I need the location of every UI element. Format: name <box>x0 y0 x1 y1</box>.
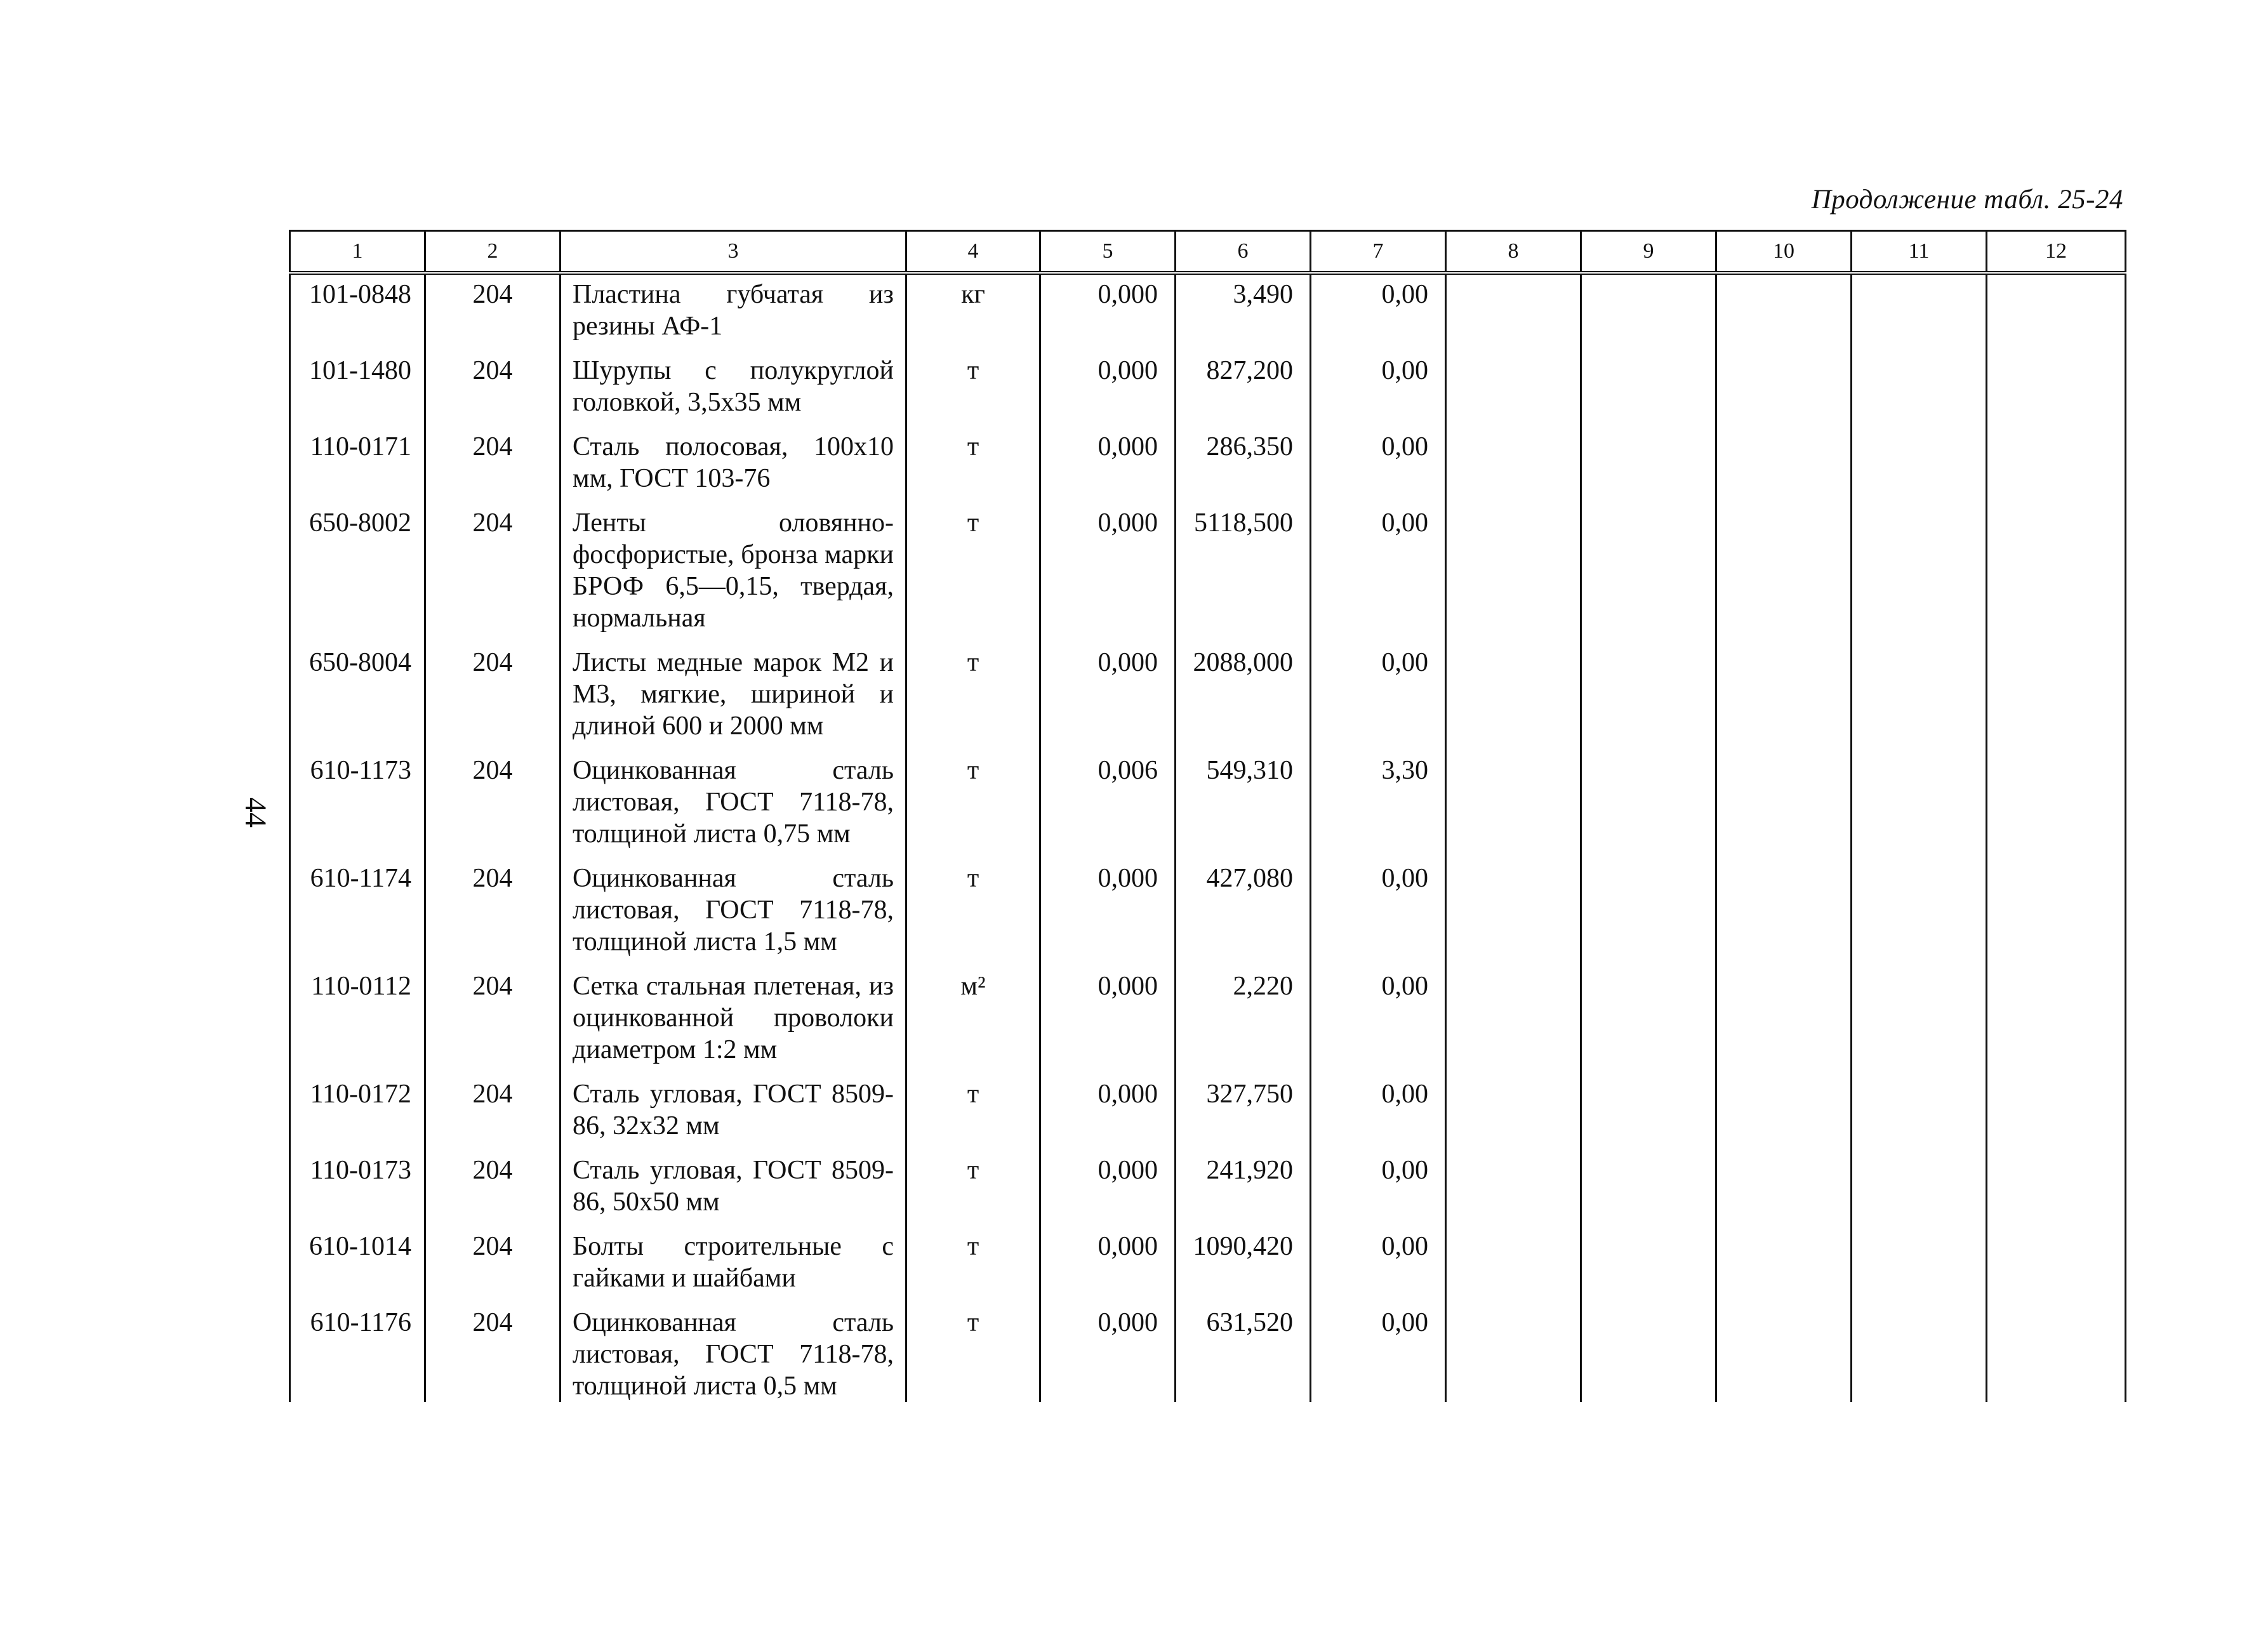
empty-cell-column-12 <box>1987 859 2126 967</box>
resource-code-cell: 650-8004 <box>290 643 425 751</box>
empty-cell-column-12 <box>1987 1303 2126 1402</box>
column-2-cell: 204 <box>425 859 560 967</box>
column-header-4: 4 <box>906 231 1040 274</box>
empty-cell-column-12 <box>1987 1151 2126 1227</box>
resource-code-cell: 110-0171 <box>290 427 425 503</box>
resource-name-cell: Пластина губчатая из резины АФ-1 <box>560 273 906 351</box>
empty-cell-column-9 <box>1581 1303 1716 1402</box>
unit-cell: т <box>906 351 1040 427</box>
column-header-12: 12 <box>1987 231 2126 274</box>
column-5-cell: 0,000 <box>1040 1227 1176 1303</box>
empty-cell-column-12 <box>1987 751 2126 859</box>
unit-cell: т <box>906 859 1040 967</box>
empty-cell-column-9 <box>1581 1151 1716 1227</box>
empty-cell-column-11 <box>1852 1074 1987 1151</box>
empty-cell-column-8 <box>1446 1303 1581 1402</box>
column-7-cell: 0,00 <box>1311 643 1446 751</box>
empty-cell-column-11 <box>1852 427 1987 503</box>
table-header <box>290 231 2126 274</box>
column-6-cell: 427,080 <box>1176 859 1311 967</box>
resource-name-cell: Сталь угловая, ГОСТ 8509-86, 32х32 мм <box>560 1074 906 1151</box>
column-2-cell: 204 <box>425 1227 560 1303</box>
column-5-cell: 0,000 <box>1040 427 1176 503</box>
column-6-cell: 2088,000 <box>1176 643 1311 751</box>
empty-cell-column-11 <box>1852 751 1987 859</box>
empty-cell-column-11 <box>1852 503 1987 643</box>
column-header-2: 2 <box>425 231 560 274</box>
empty-cell-column-11 <box>1852 1227 1987 1303</box>
column-6-cell: 327,750 <box>1176 1074 1311 1151</box>
empty-cell-column-9 <box>1581 503 1716 643</box>
column-7-cell: 0,00 <box>1311 427 1446 503</box>
column-6-cell: 549,310 <box>1176 751 1311 859</box>
empty-cell-column-12 <box>1987 427 2126 503</box>
column-2-cell: 204 <box>425 351 560 427</box>
empty-cell-column-10 <box>1716 351 1852 427</box>
resource-code-cell: 610-1174 <box>290 859 425 967</box>
empty-cell-column-10 <box>1716 1074 1852 1151</box>
empty-cell-column-12 <box>1987 273 2126 351</box>
column-5-cell: 0,000 <box>1040 967 1176 1074</box>
empty-cell-column-11 <box>1852 273 1987 351</box>
resource-name-cell: Оцинкованная сталь листовая, ГОСТ 7118-78, толщиной листа 0,5 мм <box>560 1303 906 1402</box>
column-header-11: 11 <box>1852 231 1987 274</box>
column-6-cell: 3,490 <box>1176 273 1311 351</box>
unit-cell: т <box>906 427 1040 503</box>
column-7-cell: 0,00 <box>1311 273 1446 351</box>
column-2-cell: 204 <box>425 1074 560 1151</box>
column-7-cell: 0,00 <box>1311 1227 1446 1303</box>
table-row <box>290 351 2126 427</box>
resource-code-cell: 110-0173 <box>290 1151 425 1227</box>
resource-name-cell: Сталь угловая, ГОСТ 8509-86, 50х50 мм <box>560 1151 906 1227</box>
empty-cell-column-10 <box>1716 427 1852 503</box>
empty-cell-column-12 <box>1987 967 2126 1074</box>
resource-code-cell: 101-1480 <box>290 351 425 427</box>
materials-table <box>289 230 2126 1402</box>
empty-cell-column-8 <box>1446 1151 1581 1227</box>
column-2-cell: 204 <box>425 967 560 1074</box>
column-header-6: 6 <box>1176 231 1311 274</box>
column-7-cell: 3,30 <box>1311 751 1446 859</box>
column-7-cell: 0,00 <box>1311 503 1446 643</box>
table-row <box>290 859 2126 967</box>
column-5-cell: 0,000 <box>1040 643 1176 751</box>
empty-cell-column-8 <box>1446 503 1581 643</box>
resource-code-cell: 101-0848 <box>290 273 425 351</box>
column-7-cell: 0,00 <box>1311 1074 1446 1151</box>
column-header-5: 5 <box>1040 231 1176 274</box>
column-header-8: 8 <box>1446 231 1581 274</box>
empty-cell-column-12 <box>1987 1227 2126 1303</box>
unit-cell: т <box>906 751 1040 859</box>
table-row <box>290 643 2126 751</box>
empty-cell-column-8 <box>1446 859 1581 967</box>
column-header-7: 7 <box>1311 231 1446 274</box>
table-caption: Продолжение табл. 25-24 <box>1811 185 2123 215</box>
empty-cell-column-8 <box>1446 751 1581 859</box>
resource-name-cell: Оцинкованная сталь листовая, ГОСТ 7118-78, толщиной листа 1,5 мм <box>560 859 906 967</box>
table-row <box>290 273 2126 351</box>
column-7-cell: 0,00 <box>1311 1151 1446 1227</box>
resource-code-cell: 650-8002 <box>290 503 425 643</box>
column-7-cell: 0,00 <box>1311 967 1446 1074</box>
column-2-cell: 204 <box>425 751 560 859</box>
empty-cell-column-10 <box>1716 967 1852 1074</box>
column-6-cell: 631,520 <box>1176 1303 1311 1402</box>
table-row <box>290 751 2126 859</box>
empty-cell-column-8 <box>1446 967 1581 1074</box>
column-2-cell: 204 <box>425 1151 560 1227</box>
column-header-1: 1 <box>290 231 425 274</box>
column-2-cell: 204 <box>425 273 560 351</box>
empty-cell-column-10 <box>1716 1227 1852 1303</box>
resource-name-cell: Сталь полосовая, 100х10 мм, ГОСТ 103-76 <box>560 427 906 503</box>
table-body <box>290 273 2126 1402</box>
empty-cell-column-11 <box>1852 1303 1987 1402</box>
unit-cell: т <box>906 1227 1040 1303</box>
table-row <box>290 1303 2126 1402</box>
empty-cell-column-8 <box>1446 427 1581 503</box>
column-5-cell: 0,000 <box>1040 1074 1176 1151</box>
column-5-cell: 0,000 <box>1040 1303 1176 1402</box>
empty-cell-column-10 <box>1716 643 1852 751</box>
column-2-cell: 204 <box>425 1303 560 1402</box>
unit-cell: т <box>906 643 1040 751</box>
unit-cell: кг <box>906 273 1040 351</box>
column-5-cell: 0,000 <box>1040 859 1176 967</box>
resource-code-cell: 110-0172 <box>290 1074 425 1151</box>
empty-cell-column-9 <box>1581 273 1716 351</box>
empty-cell-column-11 <box>1852 351 1987 427</box>
column-6-cell: 241,920 <box>1176 1151 1311 1227</box>
empty-cell-column-9 <box>1581 751 1716 859</box>
empty-cell-column-8 <box>1446 1227 1581 1303</box>
column-6-cell: 2,220 <box>1176 967 1311 1074</box>
column-2-cell: 204 <box>425 427 560 503</box>
unit-cell: т <box>906 1303 1040 1402</box>
resource-name-cell: Листы медные марок М2 и М3, мягкие, шириной и длиной 600 и 2000 мм <box>560 643 906 751</box>
column-6-cell: 1090,420 <box>1176 1227 1311 1303</box>
unit-cell: м² <box>906 967 1040 1074</box>
column-5-cell: 0,000 <box>1040 273 1176 351</box>
resource-code-cell: 610-1173 <box>290 751 425 859</box>
empty-cell-column-8 <box>1446 643 1581 751</box>
column-7-cell: 0,00 <box>1311 351 1446 427</box>
empty-cell-column-9 <box>1581 643 1716 751</box>
table-row <box>290 503 2126 643</box>
empty-cell-column-11 <box>1852 1151 1987 1227</box>
resource-name-cell: Ленты оловянно-фосфористые, бронза марки БРОФ 6,5—0,15, твердая, нормальная <box>560 503 906 643</box>
resource-name-cell: Шурупы с полукруглой головкой, 3,5х35 мм <box>560 351 906 427</box>
empty-cell-column-9 <box>1581 351 1716 427</box>
column-5-cell: 0,000 <box>1040 503 1176 643</box>
empty-cell-column-12 <box>1987 351 2126 427</box>
empty-cell-column-11 <box>1852 967 1987 1074</box>
empty-cell-column-12 <box>1987 503 2126 643</box>
column-2-cell: 204 <box>425 643 560 751</box>
empty-cell-column-9 <box>1581 859 1716 967</box>
resource-name-cell: Оцинкованная сталь листовая, ГОСТ 7118-78, толщиной листа 0,75 мм <box>560 751 906 859</box>
column-6-cell: 286,350 <box>1176 427 1311 503</box>
column-6-cell: 827,200 <box>1176 351 1311 427</box>
empty-cell-column-12 <box>1987 643 2126 751</box>
empty-cell-column-10 <box>1716 273 1852 351</box>
unit-cell: т <box>906 1151 1040 1227</box>
table-row <box>290 967 2126 1074</box>
column-5-cell: 0,000 <box>1040 1151 1176 1227</box>
column-5-cell: 0,000 <box>1040 351 1176 427</box>
table-row <box>290 1227 2126 1303</box>
resource-code-cell: 610-1176 <box>290 1303 425 1402</box>
empty-cell-column-10 <box>1716 751 1852 859</box>
empty-cell-column-8 <box>1446 351 1581 427</box>
resource-code-cell: 610-1014 <box>290 1227 425 1303</box>
column-7-cell: 0,00 <box>1311 859 1446 967</box>
empty-cell-column-9 <box>1581 1227 1716 1303</box>
column-6-cell: 5118,500 <box>1176 503 1311 643</box>
empty-cell-column-11 <box>1852 859 1987 967</box>
column-7-cell: 0,00 <box>1311 1303 1446 1402</box>
table-row <box>290 427 2126 503</box>
resource-name-cell: Болты строительные с гайками и шайбами <box>560 1227 906 1303</box>
empty-cell-column-9 <box>1581 1074 1716 1151</box>
column-2-cell: 204 <box>425 503 560 643</box>
column-header-9: 9 <box>1581 231 1716 274</box>
header-row <box>290 231 2126 274</box>
column-header-3: 3 <box>560 231 906 274</box>
table-row <box>290 1074 2126 1151</box>
resource-code-cell: 110-0112 <box>290 967 425 1074</box>
empty-cell-column-10 <box>1716 859 1852 967</box>
empty-cell-column-8 <box>1446 1074 1581 1151</box>
empty-cell-column-12 <box>1987 1074 2126 1151</box>
unit-cell: т <box>906 503 1040 643</box>
resource-name-cell: Сетка стальная плетеная, из оцинкованной проволоки диаметром 1:2 мм <box>560 967 906 1074</box>
empty-cell-column-10 <box>1716 503 1852 643</box>
empty-cell-column-10 <box>1716 1151 1852 1227</box>
empty-cell-column-9 <box>1581 427 1716 503</box>
empty-cell-column-9 <box>1581 967 1716 1074</box>
empty-cell-column-11 <box>1852 643 1987 751</box>
empty-cell-column-8 <box>1446 273 1581 351</box>
unit-cell: т <box>906 1074 1040 1151</box>
table-row <box>290 1151 2126 1227</box>
page-number: 44 <box>239 797 272 828</box>
column-header-10: 10 <box>1716 231 1852 274</box>
column-5-cell: 0,006 <box>1040 751 1176 859</box>
empty-cell-column-10 <box>1716 1303 1852 1402</box>
